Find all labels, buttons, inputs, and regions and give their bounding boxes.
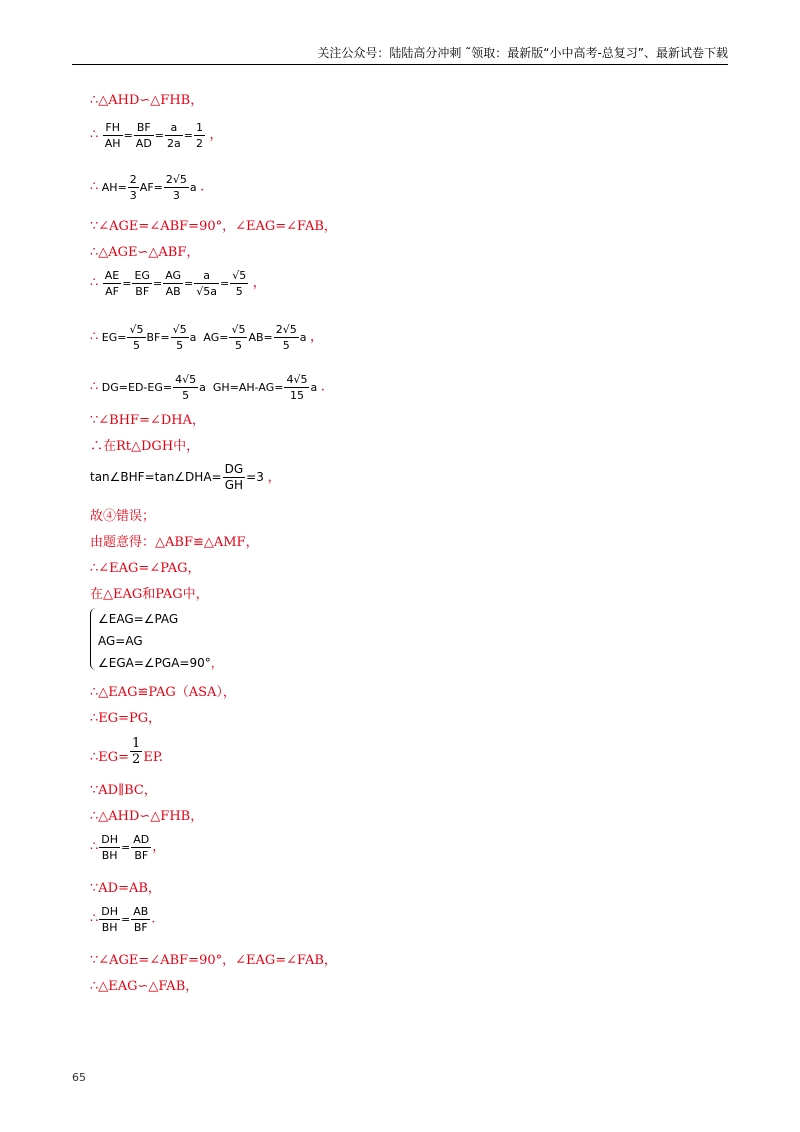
line-17: ∴EG=PG， — [90, 711, 162, 726]
equation-system — [90, 608, 290, 672]
line-6: ∴ $\frac{AE}{AF}$ = $\frac{EG}{BF}$ = $\frac{AG}{AB}$ = $\frac{a}{√5a}$ = $\frac{√5}{5}$ ， — [90, 269, 266, 298]
brace — [90, 608, 97, 670]
page-number: 65 — [72, 1071, 86, 1084]
line-22: ∵AD=AB， — [90, 881, 161, 896]
line-1: ∴△AHD∽△FHB， — [90, 93, 204, 108]
system-row-3: ∠EGA=∠PGA=90°， — [98, 656, 223, 670]
header-text: 关注公众号：陆陆高分冲刺 ˜领取：最新版“小中高考-总复习”、最新试卷下载 — [317, 46, 728, 60]
line-3: ∴ AH= $\frac{2}{3}$ AF= $\frac{2√5}{3}$ a . — [90, 173, 205, 202]
line-25: ∴△EAG∽△FAB， — [90, 979, 199, 994]
line-19: ∵AD∥BC， — [90, 783, 157, 798]
line-4: ∵∠AGE=∠ABF=90°，∠EAG=∠FAB， — [90, 219, 337, 234]
system-row-2: AG=AG — [98, 634, 143, 648]
line-7: ∴ EG= $\frac{√5}{5}$ BF= $\frac{√5}{5}$ a AG= $\frac{√5}{5}$ AB= $\frac{2√5}{5}$ a ， — [90, 323, 324, 352]
system-row-1: ∠EAG=∠PAG — [98, 612, 179, 626]
ratio-fh-ah: $\frac{FH}{AH}$ = $\frac{BF}{AD}$ = $\frac{a}{2a}$ = $\frac{1}{2}$ — [104, 121, 203, 150]
line-16: ∴△EAG≌PAG（ASA）， — [90, 685, 236, 700]
line-5: ∴△AGE∽△ABF， — [90, 245, 200, 260]
line-10: ∴在Rt△DGH中， — [90, 439, 200, 454]
line-15: 在△EAG和PAG中， — [90, 587, 209, 602]
line-20: ∴△AHD∽△FHB， — [90, 809, 204, 824]
line-13: 由题意得：△ABF≌△AMF， — [90, 535, 259, 550]
line-8: ∴ DG=ED-EG= $\frac{4√5}{5}$ a GH=AH-AG= $\frac{4√5}{15}$ a . — [90, 373, 325, 402]
line-11: tan∠BHF=tan∠DHA= $\frac{DG}{GH}$ =3 ， — [90, 462, 281, 492]
line-18: ∴EG= $\frac{1}{2}$ EP. — [90, 736, 164, 767]
line-23: ∴ $\frac{DH}{BH}$ = $\frac{AB}{BF}$ . — [90, 905, 156, 934]
line-9: ∵∠BHF=∠DHA， — [90, 413, 206, 428]
line-2: ∴ $\frac{FH}{AH}$ = $\frac{BF}{AD}$ = $\frac{a}{2a}$ = $\frac{1}{2}$ ， — [90, 121, 223, 150]
line-14: ∴∠EAG=∠PAG， — [90, 561, 201, 576]
line-12: 故④错误； — [90, 509, 156, 524]
line-24: ∵∠AGE=∠ABF=90°，∠EAG=∠FAB， — [90, 953, 337, 968]
line-21: ∴ $\frac{DH}{BH}$ = $\frac{AD}{BF}$ ， — [90, 833, 166, 862]
page-header — [72, 44, 728, 65]
